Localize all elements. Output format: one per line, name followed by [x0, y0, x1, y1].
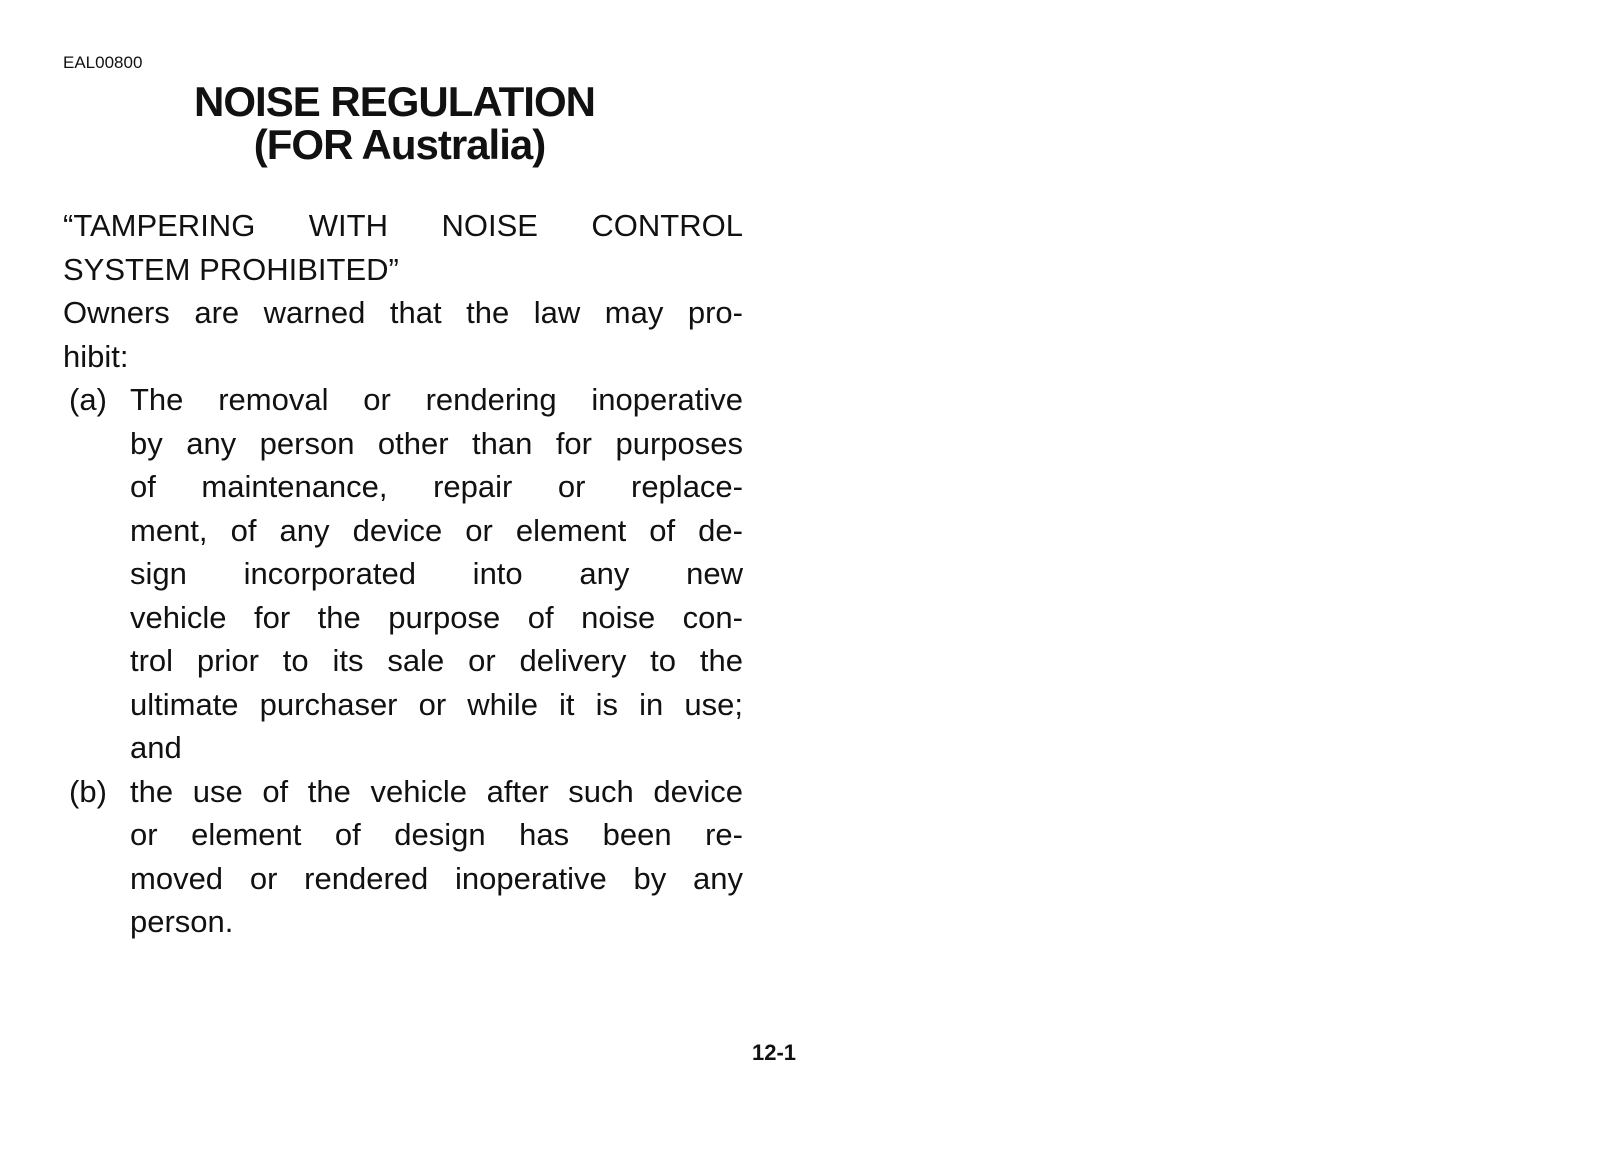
item-a-line-8: ultimate purchaser or while it is in use; [130, 686, 743, 722]
item-a-line-3: of maintenance, repair or replace- [130, 469, 743, 504]
document-body [63, 204, 743, 944]
title-line-1: NOISE REGULATION [194, 78, 595, 125]
item-a-line-7: trol prior to its sale or delivery to the [130, 643, 743, 678]
item-b-line-2: or element of design has been re- [130, 817, 743, 852]
document-code: EAL00800 [63, 53, 143, 72]
page-number: 12-1 [752, 1040, 797, 1065]
warning-line-1: “TAMPERING WITH NOISE CONTROL [63, 208, 743, 243]
item-a-line-2: by any person other than for purposes [130, 425, 743, 461]
item-a-line-6: vehicle for the purpose of noise con- [130, 599, 743, 635]
title-line-2: (FOR Australia) [253, 121, 546, 168]
warning-line-2: SYSTEM PROHIBITED” [63, 251, 399, 287]
intro-line-1: Owners are warned that the law may pro- [63, 295, 743, 330]
item-a-line-9: and [130, 730, 182, 765]
item-b-line-1: the use of the vehicle after such device [130, 773, 743, 809]
item-b-line-4: person. [130, 904, 234, 939]
intro-line-2: hibit: [63, 338, 129, 374]
item-b-line-3: moved or rendered inoperative by any [130, 860, 743, 896]
item-a-line-5: sign incorporated into any new [130, 556, 743, 591]
page-title [62, 80, 737, 166]
item-label-b: (b) [69, 773, 107, 809]
item-label-a: (a) [69, 382, 107, 417]
list-item-a [63, 378, 743, 770]
list-item-b [63, 770, 743, 944]
item-a-line-1: The removal or rendering inoperative [130, 382, 743, 417]
item-a-line-4: ment, of any device or element of de- [130, 512, 743, 548]
